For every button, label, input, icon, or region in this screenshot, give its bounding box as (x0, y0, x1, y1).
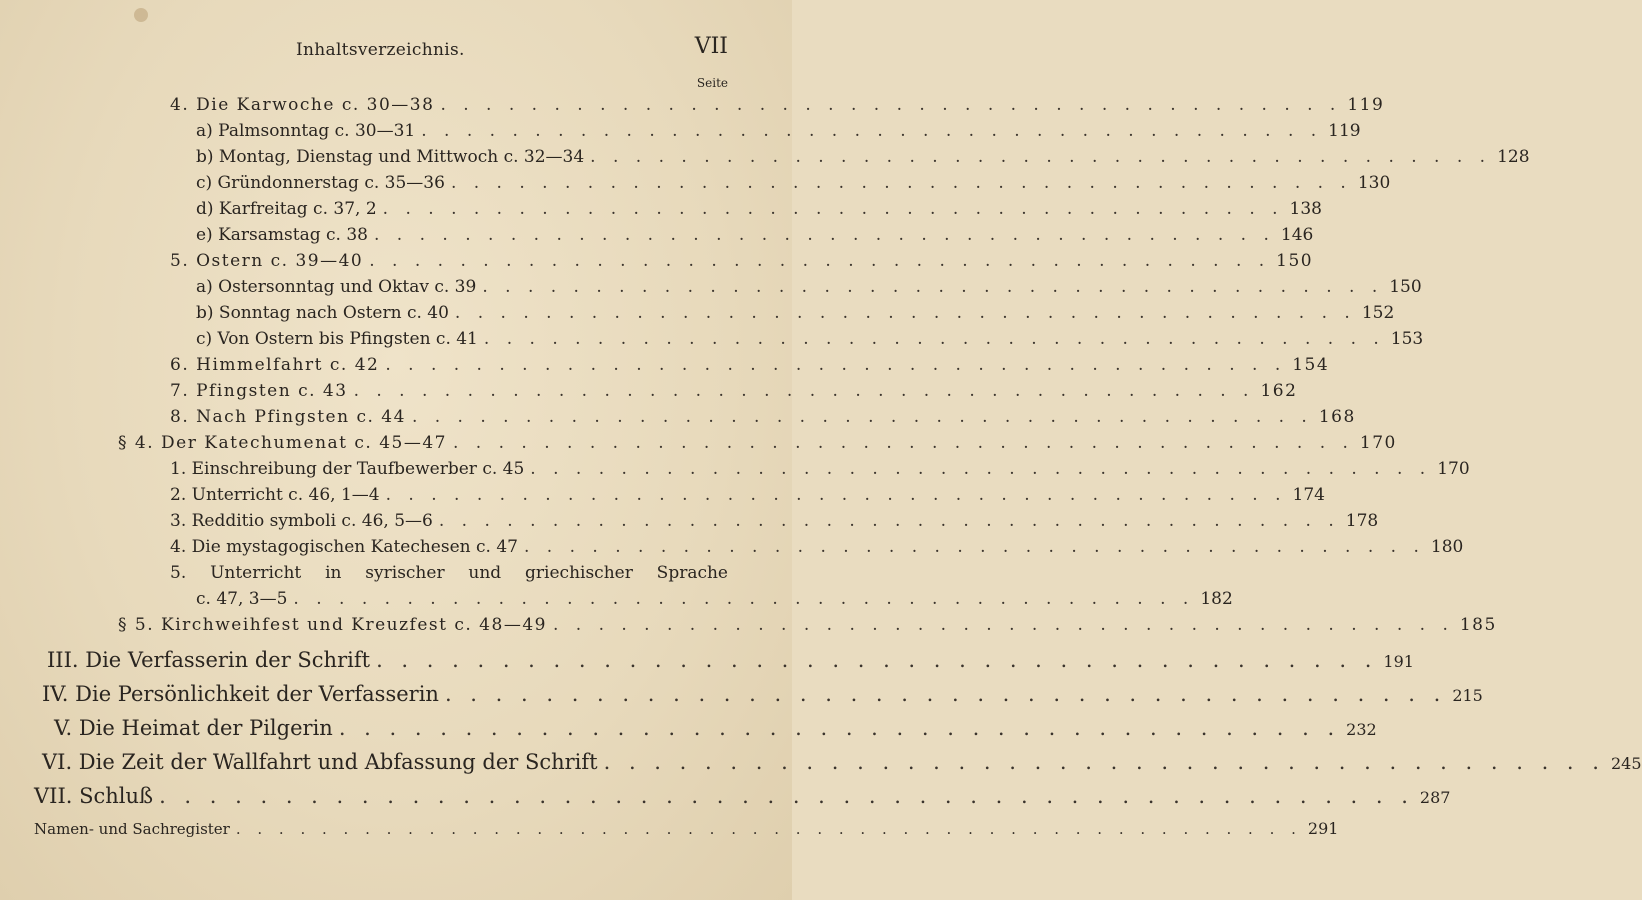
toc-entry-label: 2. Unterricht c. 46, 1—4 (170, 485, 380, 505)
toc-entry (196, 121, 1361, 141)
toc-entry-page: 185 (1459, 615, 1497, 635)
toc-chapter-entry (47, 648, 1414, 672)
toc-entry (196, 199, 1322, 219)
toc-entry-label: a) Palmsonntag c. 30—31 (196, 121, 416, 141)
toc-entry-label: 6. Himmelfahrt c. 42 (170, 355, 380, 375)
toc-entry-label: 8. Nach Pfingsten c. 44 (170, 407, 406, 427)
leader-dots: . . . . . . . . . . . . . . . . . . . . . . . . . . . . . . . . . . . . . . . . (440, 95, 1342, 115)
toc-entry-label: 1. Einschreibung der Taufbewerber c. 45 (170, 459, 525, 479)
leader-dots: . . . . . . . . . . . . . . . . . . . . . . . . . . . . . . . . . . . . . . . . (369, 251, 1271, 271)
toc-entry-page: 128 (1497, 147, 1530, 167)
toc-entry-label: c) Von Ostern bis Pfingsten c. 41 (196, 329, 478, 349)
toc-entry-page: 152 (1361, 303, 1395, 323)
toc-chapter-entry (54, 716, 1377, 740)
toc-entry-label: VI. Die Zeit der Wallfahrt und Abfassung der Schrift (42, 750, 598, 774)
toc-entry (34, 819, 1339, 838)
toc-entry (196, 147, 1530, 167)
leader-dots: . . . . . . . . . . . . . . . . . . . . . . . . . . . . . . . . . . . . . . . . (411, 407, 1313, 427)
toc-entry (118, 433, 1397, 453)
toc-entry-label: b) Sonntag nach Ostern c. 40 (196, 303, 449, 323)
toc-entry-page: 170 (1437, 459, 1470, 479)
leader-dots: . . . . . . . . . . . . . . . . . . . . . . . . . . . . . . . . . . . . . . . . . . . . . . . . . . (159, 784, 1414, 808)
toc-entry (118, 615, 1497, 635)
leader-dots: . . . . . . . . . . . . . . . . . . . . . . . . . . . . . . . . . . . . . . . . (450, 173, 1352, 193)
toc-entry-label: VII. Schluß (34, 784, 154, 808)
toc-chapter-entry (34, 784, 1451, 808)
toc-entry-page: 130 (1357, 173, 1391, 193)
toc-entry (170, 381, 1298, 401)
toc-entry-page: 162 (1260, 381, 1298, 401)
toc-entry-label: d) Karfreitag c. 37, 2 (196, 199, 377, 219)
toc-entry (196, 173, 1391, 193)
leader-dots: . . . . . . . . . . . . . . . . . . . . . . . . . . . . . . . . . . . . . . . . (603, 750, 1605, 774)
toc-entry-label: b) Montag, Dienstag und Mittwoch c. 32—34 (196, 147, 585, 167)
toc-entry-page: 138 (1289, 199, 1322, 219)
toc-entry-label: c. 47, 3—5 (196, 589, 288, 609)
paper-stain (134, 8, 148, 22)
leader-dots: . . . . . . . . . . . . . . . . . . . . . . . . . . . . . . . . . . . . . . . . (590, 147, 1492, 167)
toc-entry (170, 459, 1470, 479)
toc-entry-page: 182 (1200, 589, 1233, 609)
toc-entry-page: 291 (1307, 819, 1339, 838)
toc-entry (170, 485, 1325, 505)
toc-entry-page: 215 (1452, 686, 1483, 705)
toc-entry (170, 355, 1330, 375)
leader-dots: . . . . . . . . . . . . . . . . . . . . . . . . . . . . . . . . . . . . . . . . (338, 716, 1341, 740)
toc-chapter-entry (42, 750, 1642, 774)
leader-dots: . . . . . . . . . . . . . . . . . . . . . . . . . . . . . . . . . . . . . . . . (453, 433, 1354, 453)
seite-column-label: Seite (696, 76, 728, 90)
leader-dots: . . . . . . . . . . . . . . . . . . . . . . . . . . . . . . . . . . . . . . . . (353, 381, 1255, 401)
leader-dots: . . . . . . . . . . . . . . . . . . . . . . . . . . . . . . . . . . . . . . . . (421, 121, 1323, 141)
toc-entry-label: c) Gründonnerstag c. 35—36 (196, 173, 445, 193)
toc-entry (170, 511, 1379, 531)
leader-dots: . . . . . . . . . . . . . . . . . . . . . . . . . . . . . . . . . . . . . . . . (530, 459, 1432, 479)
toc-entry-label: § 4. Der Katechumenat c. 45—47 (118, 433, 447, 453)
leader-dots: . . . . . . . . . . . . . . . . . . . . . . . . . . . . . . . . . . . . . . . . (552, 615, 1454, 635)
toc-entry (170, 407, 1356, 427)
running-title: Inhaltsverzeichnis. (296, 40, 465, 60)
leader-dots: . . . . . . . . . . . . . . . . . . . . . . . . . . . . . . . . . . . . . . . . (482, 277, 1384, 297)
leader-dots: . . . . . . . . . . . . . . . . . . . . . . . . . . . . . . . . . . . . . . . . (454, 303, 1356, 323)
toc-entry-page: 178 (1345, 511, 1379, 531)
leader-dots: . . . . . . . . . . . . . . . . . . . . . . . . . . . . . . . . . . . . . . . . (382, 199, 1284, 219)
toc-entry-page: 119 (1328, 121, 1361, 141)
toc-entry-page: 150 (1276, 251, 1314, 271)
toc-entry-label: 7. Pfingsten c. 43 (170, 381, 348, 401)
toc-entry (196, 329, 1424, 349)
toc-entry-page: 153 (1390, 329, 1424, 349)
toc-entry (196, 225, 1314, 245)
toc-entry-label: § 5. Kirchweihfest und Kreuzfest c. 48—49 (118, 615, 547, 635)
toc-entry-page: 150 (1389, 277, 1422, 297)
toc-entry-page: 119 (1347, 95, 1385, 115)
leader-dots: . . . . . . . . . . . . . . . . . . . . . . . . . . . . . . . . . . . . . . . . (438, 511, 1340, 531)
leader-dots: . . . . . . . . . . . . . . . . . . . . . . . . . . . . . . . . . . . . . . . . (293, 589, 1195, 609)
toc-entry (196, 277, 1422, 297)
toc-entry-page: 232 (1346, 720, 1377, 739)
leader-dots: . . . . . . . . . . . . . . . . . . . . . . . . . . . . . . . . . . . . . . . . (385, 485, 1287, 505)
toc-entry-page: 174 (1292, 485, 1325, 505)
toc-entry-label: V. Die Heimat der Pilgerin (54, 716, 333, 740)
toc-entry (170, 95, 1385, 115)
toc-entry-page: 287 (1419, 788, 1451, 807)
toc-entry (170, 537, 1464, 557)
toc-entry-label: 5. Unterricht in syrischer und griechischer Sprache (170, 563, 728, 583)
leader-dots: . . . . . . . . . . . . . . . . . . . . . . . . . . . . . . . . . . . . . . . . (523, 537, 1425, 557)
toc-entry-label: a) Ostersonntag und Oktav c. 39 (196, 277, 477, 297)
toc-entry-label: IV. Die Persönlichkeit der Verfasserin (42, 682, 439, 706)
toc-entry-page: 191 (1383, 652, 1414, 671)
leader-dots: . . . . . . . . . . . . . . . . . . . . . . . . . . . . . . . . . . . . . . . . (483, 329, 1385, 349)
toc-entry (196, 589, 1233, 609)
toc-entry-label: Namen- und Sachregister (34, 820, 230, 838)
page-number: VII (694, 34, 728, 59)
toc-entry-page: 245 (1610, 754, 1642, 773)
leader-dots: . . . . . . . . . . . . . . . . . . . . . . . . . . . . . . . . . . . . . . . . (385, 355, 1287, 375)
leader-dots: . . . . . . . . . . . . . . . . . . . . . . . . . . . . . . . . . . . . . . . . (376, 648, 1378, 672)
toc-chapter-entry (42, 682, 1483, 706)
toc-entry-page: 168 (1318, 407, 1356, 427)
toc-entry-label: 5. Ostern c. 39—40 (170, 251, 364, 271)
toc-entry-page: 170 (1359, 433, 1397, 453)
toc-entry-label: III. Die Verfasserin der Schrift (47, 648, 371, 672)
toc-entry-page: 154 (1292, 355, 1330, 375)
leader-dots: . . . . . . . . . . . . . . . . . . . . . . . . . . . . . . . . . . . . . . . . (444, 682, 1447, 706)
toc-entry-label: e) Karsamstag c. 38 (196, 225, 368, 245)
toc-entry-page: 146 (1280, 225, 1314, 245)
leader-dots: . . . . . . . . . . . . . . . . . . . . . . . . . . . . . . . . . . . . . . . . . . . . . . . . . . (235, 820, 1302, 838)
page-header (0, 34, 792, 64)
toc-entry-label: 4. Die mystagogischen Katechesen c. 47 (170, 537, 518, 557)
toc-entry (196, 303, 1395, 323)
toc-entry-page: 180 (1430, 537, 1464, 557)
toc-entry (170, 251, 1314, 271)
leader-dots: . . . . . . . . . . . . . . . . . . . . . . . . . . . . . . . . . . . . . . . . (373, 225, 1275, 245)
toc-entry-label: 3. Redditio symboli c. 46, 5—6 (170, 511, 433, 531)
toc-entry-label: 4. Die Karwoche c. 30—38 (170, 95, 435, 115)
